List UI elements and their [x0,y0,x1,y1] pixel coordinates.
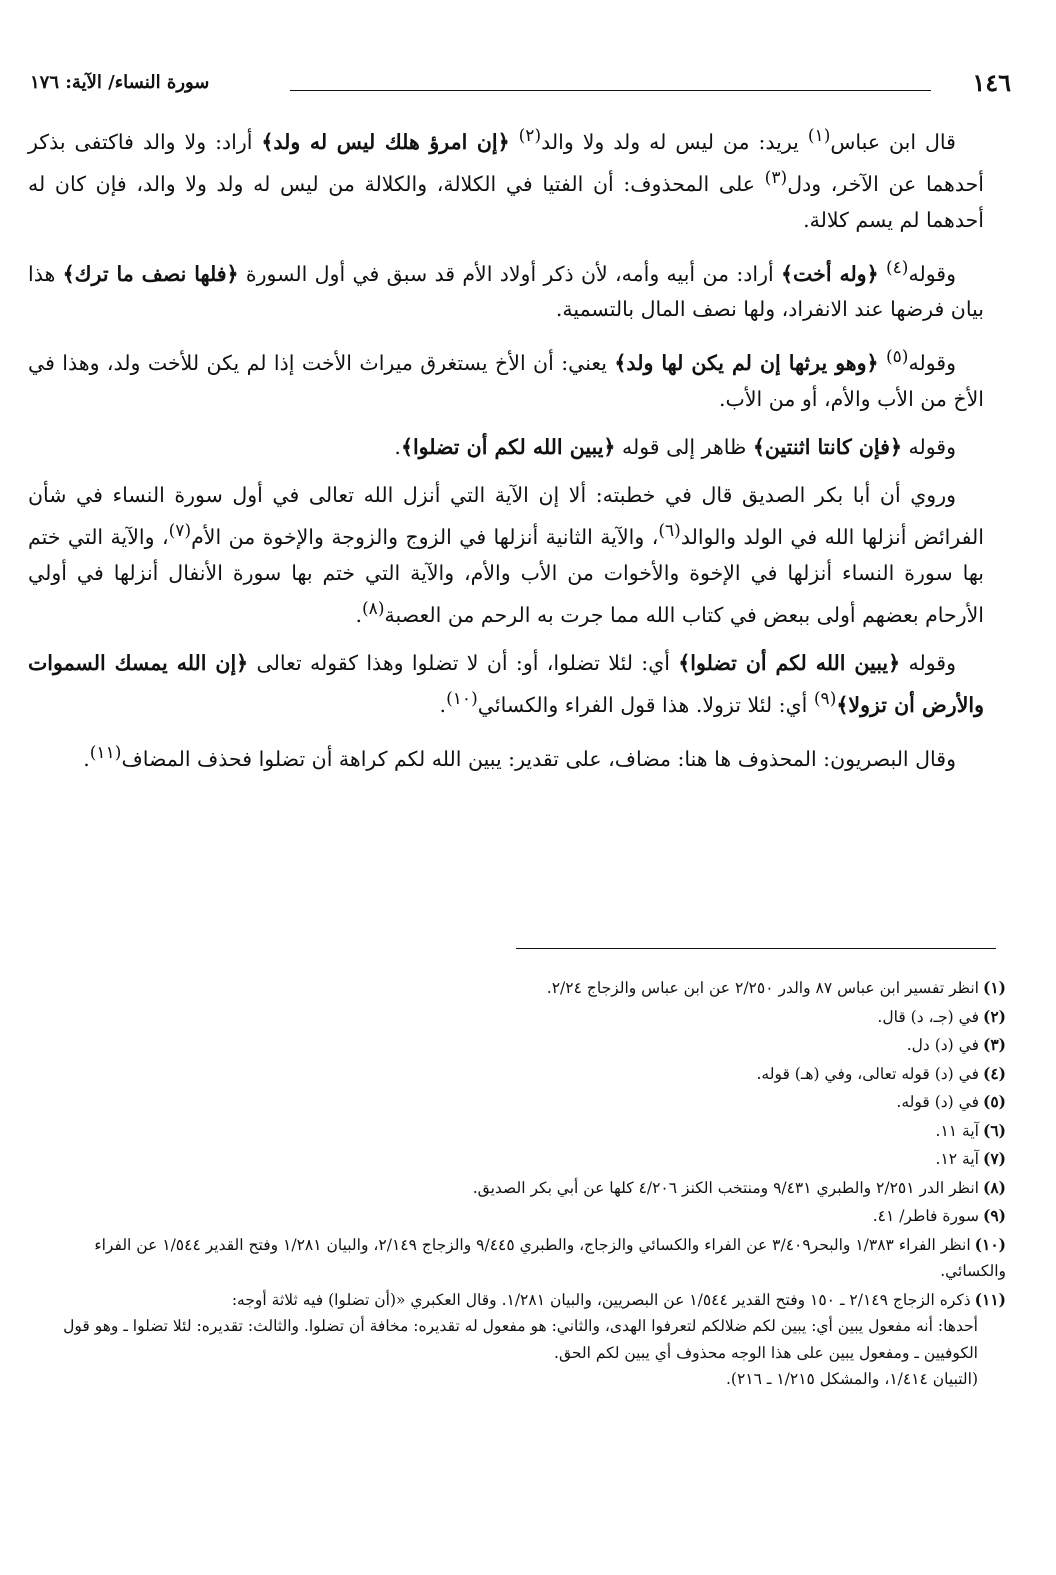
footnote-continuation: أحدها: أنه مفعول يبين أي: يبين لكم ضلالكم لتعرفوا الهدى، والثاني: هو مفعول له تقديره: مخافة أن تضلوا. والثالث: تقديره: لئلا تضلوا ـ وهو قول الكوفيين ـ ومفعول يبين على هذا الوجه محذوف أي يبين لكم الحق. [63,1317,978,1362]
quran-quote: ﴿يبين الله لكم أن تضلوا﴾ [400,435,616,460]
text-run: ، والآية الثانية أنزلها في الزوج والزوجة والإخوة من الأم [191,525,659,550]
quran-quote: ﴿إن الله يمسك السموات والأرض أن تزولا﴾ [28,650,984,717]
text-run: أراد: من أبيه وأمه، لأن ذكر أولاد الأم قد سبق في أول السورة [238,261,781,286]
text-run: . [83,746,90,771]
body-paragraph [28,429,984,465]
footnote-text: انظر تفسير ابن عباس ٨٧ والدر ٢/٢٥٠ عن ابن عباس والزجاج ٢/٢٤. [546,979,979,997]
footnote-marker: (٣) [764,167,788,188]
text-run: وروي أن أبا بكر الصديق قال في خطبته: ألا إن الآية التي أنزل الله تعالى في أول سورة النساء في شأن الفرائض أنزلها الله في الولد والوالد [28,483,984,550]
text-run: . [394,435,401,460]
body-paragraph [28,118,984,238]
footnote [40,1004,1006,1031]
footnote-text: آية ١١. [935,1121,979,1140]
footnote-marker: (٧) [168,521,192,542]
footnote-text: انظر الدر ٢/٢٥١ والطبري ٩/٤٣١ ومنتخب الكنز ٤/٢٠٦ كلها عن أبي بكر الصديق. [472,1178,979,1197]
body-paragraph [28,250,984,328]
main-text [28,118,984,789]
footnote [40,1175,1006,1202]
quran-quote: ﴿فإن كانتا اثنتين﴾ [752,435,902,460]
footnote [40,1061,1006,1088]
quran-quote: ﴿إن امرؤ هلك ليس له ولد﴾ [261,129,510,154]
footnote-text: في (د) قوله تعالى، وفي (هـ) قوله. [756,1064,979,1083]
footnote-marker: (١٠) [446,688,478,709]
footnote-number: (٤) [982,1063,1006,1083]
footnotes [40,975,1006,1395]
footnote-marker: (٥) [885,347,909,368]
text-run: يريد: من ليس له ولد ولا والد [541,129,808,154]
footnote-text: سورة فاطر/ ٤١. [872,1207,979,1225]
text-run: قال ابن عباس [830,129,956,154]
footnote [40,1232,1006,1285]
footnote-marker: (١) [807,126,831,146]
text-run: وقال البصريون: المحذوف ها هنا: مضاف، على تقدير: يبين الله لكم كراهة أن تضلوا فحذف المضاف [121,746,956,771]
text-run: وقوله [908,261,956,286]
footnote-marker: (٨) [361,599,385,620]
text-run: . [355,602,362,627]
text-run: وقوله [901,435,956,460]
footnote-number: (٩) [982,1206,1006,1225]
running-title: سورة النساء/ الآية: ١٧٦ [30,72,210,93]
text-run [510,130,519,154]
footnote-number: (١٠) [974,1234,1006,1254]
text-run: ، والآية التي ختم بها سورة النساء أنزلها في الإخوة والأخوات من الأب والأم، والآية التي ختم بها سورة الأنفال أنزلها في أولي الأرحام بعضهم أولى ببعض في كتاب الله مما جرت به الرحم من العصبة [28,525,984,627]
text-run [879,261,886,285]
footnote-marker: (٢) [518,126,542,146]
footnote [40,1146,1006,1173]
text-run: أراد: ولا والد فاكتفى بذكر أحدهما عن الآخر، ودل [28,129,984,196]
body-paragraph [28,735,984,777]
footnote-text: ذكره الزجاج ٢/١٤٩ ـ ١٥٠ وفتح القدير ١/٥٤٤ عن البصريين، والبيان ١/٢٨١. وقال العكبري «(أن تضلوا) فيه ثلاثة أوجه: [231,1290,971,1309]
running-header [30,68,1011,104]
footnote-number: (٧) [982,1149,1006,1168]
quran-quote: ﴿وهو يرثها إن لم يكن لها ولد﴾ [614,351,879,376]
text-run [879,351,886,375]
footnote [40,1203,1006,1230]
header-rule [290,90,931,91]
footnote-number: (٣) [982,1035,1006,1054]
text-run: أي: لئلا تزولا. هذا قول الفراء والكسائي [477,692,814,717]
body-paragraph [28,339,984,417]
footnote [40,1287,1006,1393]
body-paragraph [28,477,984,633]
text-run: وقوله [900,650,956,675]
footnote-number: (١) [982,978,1006,997]
page-number: ١٤٦ [972,68,1011,97]
text-run: هذا بيان فرضها عند الانفراد، ولها نصف المال بالتسمية. [28,261,984,322]
footnote [40,1032,1006,1059]
text-run: أي: لئلا تضلوا، أو: أن لا تضلوا وهذا كقوله تعالى [248,650,679,675]
footnote-text: في (جـ، د) قال. [877,1007,979,1026]
footnote-number: (٦) [982,1120,1006,1140]
quran-quote: ﴿يبين الله لكم أن تضلوا﴾ [678,650,901,675]
footnote-number: (٨) [982,1177,1006,1197]
footnote [40,1089,1006,1116]
footnote-text: في (د) قوله. [896,1093,979,1111]
quran-quote: ﴿وله أخت﴾ [781,261,879,286]
footnote-number: (١١) [974,1289,1006,1309]
footnote-marker: (٦) [658,521,681,542]
footnote-text: آية ١٢. [935,1150,979,1168]
footnote-marker: (٩) [813,688,837,709]
text-run: يعني: أن الأخ يستغرق ميراث الأخت إذا لم يكن للأخت ولد، وهذا في الأخ من الأب والأم، أو من الأب. [28,351,984,412]
footnote [40,975,1006,1002]
text-run: على المحذوف: أن الفتيا في الكلالة، والكلالة من ليس له ولد ولا والد، فإن كان له أحدهما لم يسم كلالة. [28,171,984,232]
footnote-marker: (٤) [885,257,909,278]
footnote-number: (٢) [982,1006,1006,1026]
text-run: ظاهر إلى قوله [615,435,753,460]
footnote-marker: (١١) [89,742,122,763]
quran-quote: ﴿فلها نصف ما ترك﴾ [62,261,239,286]
footnote-text: انظر الفراء ١/٣٨٣ والبحر٣/٤٠٩ عن الفراء والكسائي والزجاج، والطبري ٩/٤٤٥ والزجاج ٢/١٤٩، والبيان ١/٢٨١ وفتح القدير ١/٥٤٤ عن الفراء والكسائي. [94,1235,1006,1280]
text-run: . [439,692,447,717]
footnote-continuation: (التبيان ١/٤١٤، والمشكل ١/٢١٥ ـ ٢١٦). [725,1370,978,1388]
body-paragraph [28,645,984,723]
footnote-text: في (د) دل. [906,1036,979,1054]
footnote-separator [516,948,996,949]
footnote [40,1118,1006,1145]
text-run: وقوله [908,351,956,376]
footnote-number: (٥) [982,1092,1006,1111]
